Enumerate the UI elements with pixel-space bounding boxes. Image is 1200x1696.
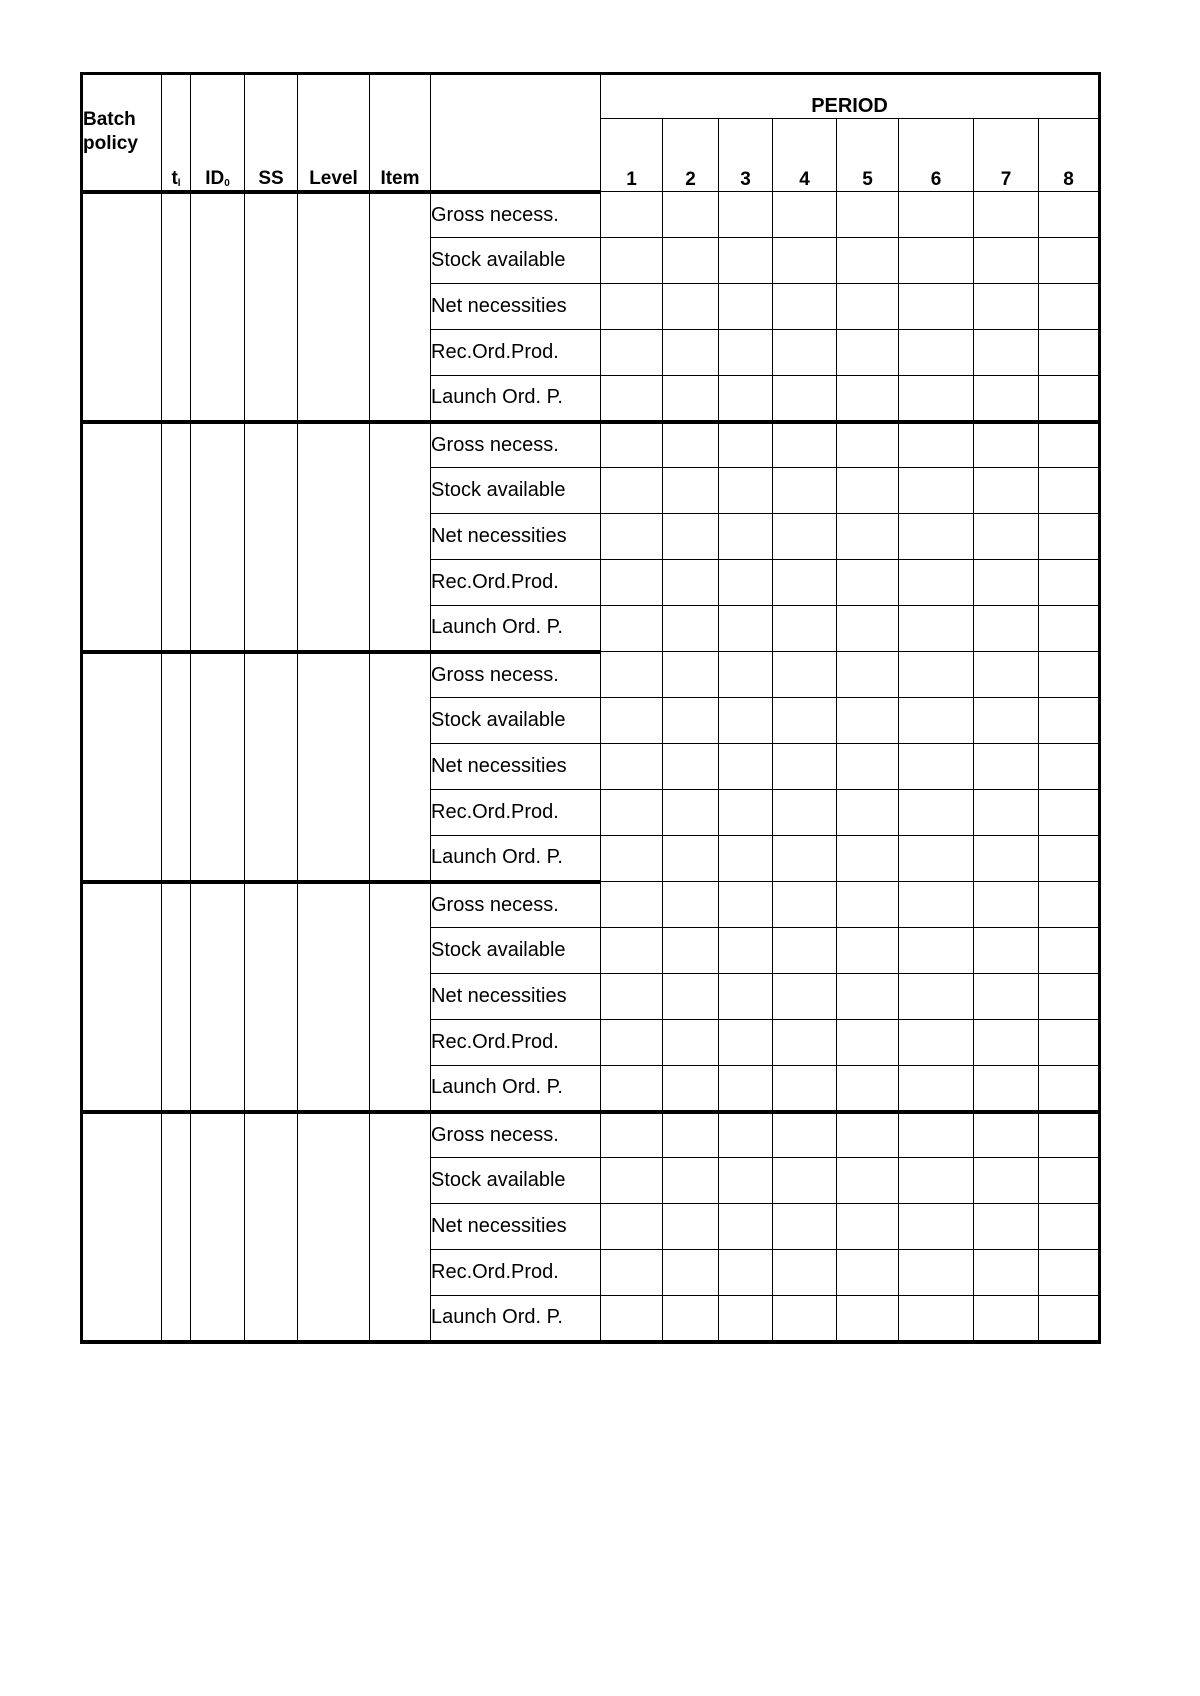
period-cell[interactable] [974,836,1039,882]
period-cell[interactable] [601,974,663,1020]
period-cell[interactable] [663,1250,719,1296]
item-header: Item [370,74,431,192]
lead-time-cell[interactable] [162,192,191,422]
period-cell[interactable] [899,192,974,238]
period-cell[interactable] [837,1066,899,1112]
period-cell[interactable] [974,284,1039,330]
period-cell[interactable] [601,514,663,560]
row-label: Stock available [431,238,601,284]
period-cell[interactable] [719,1204,773,1250]
period-cell[interactable] [719,192,773,238]
row-label: Net necessities [431,284,601,330]
row-label: Launch Ord. P. [431,836,601,882]
period-cell[interactable] [773,514,837,560]
period-cell[interactable] [974,928,1039,974]
period-cell[interactable] [837,1112,899,1158]
period-cell[interactable] [719,652,773,698]
period-cell[interactable] [1039,1204,1100,1250]
period-cell[interactable] [974,790,1039,836]
period-cell[interactable] [1039,376,1100,422]
period-cell[interactable] [601,330,663,376]
period-cell[interactable] [899,1066,974,1112]
period-cell[interactable] [837,1020,899,1066]
period-cell[interactable] [601,468,663,514]
level-cell[interactable] [298,422,370,652]
period-cell[interactable] [837,284,899,330]
period-cell[interactable] [837,1250,899,1296]
period-4: 4 [773,119,837,192]
period-cell[interactable] [974,330,1039,376]
period-cell[interactable] [719,468,773,514]
period-cell[interactable] [719,1158,773,1204]
batch-policy-header [82,74,162,192]
period-cell[interactable] [899,468,974,514]
period-cell[interactable] [1039,1296,1100,1342]
period-cell[interactable] [719,238,773,284]
period-cell[interactable] [837,1158,899,1204]
row-label: Stock available [431,1158,601,1204]
period-cell[interactable] [601,1158,663,1204]
period-cell[interactable] [719,1066,773,1112]
period-7: 7 [974,119,1039,192]
batch-line-2: policy [83,133,138,155]
period-cell[interactable] [837,330,899,376]
item-cell[interactable] [370,882,431,1112]
period-cell[interactable] [974,1066,1039,1112]
period-cell[interactable] [1039,744,1100,790]
batch-policy-cell[interactable] [82,882,162,1112]
period-cell[interactable] [663,376,719,422]
period-cell[interactable] [719,1112,773,1158]
row-label: Rec.Ord.Prod. [431,1020,601,1066]
period-cell[interactable] [601,1112,663,1158]
period-cell[interactable] [837,238,899,284]
period-cell[interactable] [663,744,719,790]
period-cell[interactable] [719,1250,773,1296]
period-cell[interactable] [974,1112,1039,1158]
period-cell[interactable] [719,836,773,882]
initial-stock-cell[interactable] [191,192,245,422]
safety-stock-cell[interactable] [245,192,298,422]
period-cell[interactable] [974,192,1039,238]
period-cell[interactable] [773,1250,837,1296]
period-cell[interactable] [837,514,899,560]
period-cell[interactable] [1039,284,1100,330]
period-cell[interactable] [837,698,899,744]
period-cell[interactable] [899,698,974,744]
period-cell[interactable] [719,928,773,974]
batch-policy-cell[interactable] [82,1112,162,1342]
period-cell[interactable] [1039,974,1100,1020]
period-cell[interactable] [773,192,837,238]
period-cell[interactable] [601,284,663,330]
row-label: Rec.Ord.Prod. [431,330,601,376]
level-cell[interactable] [298,882,370,1112]
level-cell[interactable] [298,652,370,882]
period-cell[interactable] [974,1296,1039,1342]
period-cell[interactable] [899,882,974,928]
row-label: Gross necess. [431,652,601,698]
level-cell[interactable] [298,192,370,422]
period-cell[interactable] [601,790,663,836]
period-cell[interactable] [773,652,837,698]
initial-stock-sub: 0 [224,177,230,189]
initial-stock-cell[interactable] [191,422,245,652]
period-cell[interactable] [899,376,974,422]
safety-stock-cell[interactable] [245,882,298,1112]
period-cell[interactable] [663,330,719,376]
period-cell[interactable] [837,790,899,836]
batch-policy-cell[interactable] [82,652,162,882]
period-cell[interactable] [601,238,663,284]
row-label: Rec.Ord.Prod. [431,560,601,606]
period-cell[interactable] [899,422,974,468]
period-cell[interactable] [719,422,773,468]
period-cell[interactable] [899,560,974,606]
period-cell[interactable] [837,974,899,1020]
period-cell[interactable] [773,330,837,376]
row-label: Gross necess. [431,422,601,468]
period-2: 2 [663,119,719,192]
table-row [82,882,1100,928]
period-cell[interactable] [663,974,719,1020]
level-header: Level [298,74,370,192]
period-cell[interactable] [974,1204,1039,1250]
period-cell[interactable] [899,928,974,974]
period-cell[interactable] [899,1112,974,1158]
period-cell[interactable] [773,1204,837,1250]
period-cell[interactable] [601,744,663,790]
period-cell[interactable] [663,238,719,284]
mrp-form [80,72,1101,1344]
period-cell[interactable] [1039,652,1100,698]
period-cell[interactable] [837,882,899,928]
period-cell[interactable] [773,974,837,1020]
period-cell[interactable] [601,560,663,606]
period-cell[interactable] [899,1250,974,1296]
period-cell[interactable] [773,606,837,652]
period-cell[interactable] [773,744,837,790]
lead-time-text: t [171,167,178,189]
period-cell[interactable] [899,238,974,284]
period-cell[interactable] [837,1204,899,1250]
period-cell[interactable] [974,698,1039,744]
initial-stock-cell[interactable] [191,652,245,882]
period-cell[interactable] [719,882,773,928]
period-cell[interactable] [974,514,1039,560]
period-cell[interactable] [719,1020,773,1066]
initial-stock-cell[interactable] [191,1112,245,1342]
period-cell[interactable] [899,606,974,652]
period-cell[interactable] [974,652,1039,698]
period-cell[interactable] [663,836,719,882]
row-label: Launch Ord. P. [431,1296,601,1342]
table-row [82,1112,1100,1158]
item-cell[interactable] [370,192,431,422]
period-cell[interactable] [773,882,837,928]
period-cell[interactable] [719,698,773,744]
period-cell[interactable] [601,192,663,238]
period-cell[interactable] [837,376,899,422]
period-cell[interactable] [1039,836,1100,882]
period-cell[interactable] [899,514,974,560]
period-cell[interactable] [773,560,837,606]
period-cell[interactable] [663,1066,719,1112]
batch-policy-cell[interactable] [82,422,162,652]
period-cell[interactable] [663,1296,719,1342]
lead-time-cell[interactable] [162,882,191,1112]
period-cell[interactable] [601,836,663,882]
period-cell[interactable] [974,422,1039,468]
period-cell[interactable] [773,836,837,882]
lead-time-sub: l [177,177,181,189]
period-cell[interactable] [601,606,663,652]
period-cell[interactable] [601,376,663,422]
period-cell[interactable] [1039,882,1100,928]
row-label: Launch Ord. P. [431,1066,601,1112]
period-cell[interactable] [719,974,773,1020]
lead-time-cell[interactable] [162,1112,191,1342]
period-header: PERIOD [601,74,1100,119]
period-cell[interactable] [1039,606,1100,652]
lead-time-header [162,74,191,192]
row-label: Gross necess. [431,192,601,238]
safety-stock-cell[interactable] [245,652,298,882]
period-cell[interactable] [837,652,899,698]
row-label: Launch Ord. P. [431,376,601,422]
period-cell[interactable] [974,1158,1039,1204]
period-cell[interactable] [663,1158,719,1204]
period-cell[interactable] [1039,1158,1100,1204]
period-cell[interactable] [663,284,719,330]
period-cell[interactable] [719,376,773,422]
period-cell[interactable] [719,1296,773,1342]
period-cell[interactable] [663,698,719,744]
row-label: Net necessities [431,974,601,1020]
row-label: Gross necess. [431,882,601,928]
period-cell[interactable] [601,1250,663,1296]
period-cell[interactable] [773,1066,837,1112]
period-cell[interactable] [773,1112,837,1158]
period-cell[interactable] [601,652,663,698]
period-cell[interactable] [663,652,719,698]
period-cell[interactable] [899,1296,974,1342]
period-cell[interactable] [899,1204,974,1250]
period-cell[interactable] [719,560,773,606]
period-cell[interactable] [899,284,974,330]
period-cell[interactable] [663,790,719,836]
period-cell[interactable] [663,882,719,928]
period-cell[interactable] [663,560,719,606]
period-cell[interactable] [1039,928,1100,974]
level-cell[interactable] [298,1112,370,1342]
period-cell[interactable] [1039,514,1100,560]
period-cell[interactable] [773,284,837,330]
period-cell[interactable] [601,422,663,468]
period-cell[interactable] [601,882,663,928]
period-cell[interactable] [899,652,974,698]
period-cell[interactable] [663,1112,719,1158]
period-5: 5 [837,119,899,192]
period-cell[interactable] [663,1204,719,1250]
period-cell[interactable] [899,1158,974,1204]
period-cell[interactable] [601,1204,663,1250]
period-6: 6 [899,119,974,192]
table-row [82,652,1100,698]
period-cell[interactable] [899,790,974,836]
period-cell[interactable] [719,790,773,836]
period-cell[interactable] [974,1250,1039,1296]
item-cell[interactable] [370,422,431,652]
period-cell[interactable] [1039,560,1100,606]
row-label-header [431,74,601,192]
row-label: Gross necess. [431,1112,601,1158]
mrp-body [82,192,1100,1342]
period-cell[interactable] [837,422,899,468]
period-cell[interactable] [974,882,1039,928]
period-cell[interactable] [663,192,719,238]
table-row [82,192,1100,238]
table-row [82,422,1100,468]
period-cell[interactable] [773,1020,837,1066]
period-cell[interactable] [837,560,899,606]
period-cell[interactable] [601,698,663,744]
period-cell[interactable] [719,606,773,652]
item-cell[interactable] [370,652,431,882]
initial-stock-header [191,74,245,192]
period-cell[interactable] [974,974,1039,1020]
batch-line-1: Batch [83,109,136,131]
period-cell[interactable] [719,330,773,376]
initial-stock-cell[interactable] [191,882,245,1112]
period-cell[interactable] [663,928,719,974]
period-cell[interactable] [974,376,1039,422]
period-cell[interactable] [837,468,899,514]
safety-stock-header: SS [245,74,298,192]
period-cell[interactable] [601,1296,663,1342]
initial-stock-text: ID [205,167,225,189]
row-label: Stock available [431,468,601,514]
row-label: Stock available [431,928,601,974]
period-cell[interactable] [899,974,974,1020]
safety-stock-cell[interactable] [245,1112,298,1342]
period-cell[interactable] [1039,1112,1100,1158]
period-cell[interactable] [601,1020,663,1066]
period-cell[interactable] [974,606,1039,652]
period-cell[interactable] [773,1296,837,1342]
period-cell[interactable] [837,744,899,790]
period-cell[interactable] [663,1020,719,1066]
row-label: Rec.Ord.Prod. [431,790,601,836]
period-cell[interactable] [899,1020,974,1066]
period-cell[interactable] [719,284,773,330]
row-label: Net necessities [431,744,601,790]
period-cell[interactable] [773,698,837,744]
period-cell[interactable] [1039,698,1100,744]
period-cell[interactable] [974,744,1039,790]
lead-time-cell[interactable] [162,652,191,882]
period-cell[interactable] [837,1296,899,1342]
period-cell[interactable] [663,468,719,514]
period-cell[interactable] [1039,238,1100,284]
period-cell[interactable] [1039,790,1100,836]
period-cell[interactable] [837,836,899,882]
row-label: Net necessities [431,1204,601,1250]
period-cell[interactable] [899,330,974,376]
period-cell[interactable] [601,928,663,974]
period-cell[interactable] [1039,330,1100,376]
period-cell[interactable] [773,1158,837,1204]
lead-time-cell[interactable] [162,422,191,652]
period-cell[interactable] [1039,192,1100,238]
row-label: Rec.Ord.Prod. [431,1250,601,1296]
period-cell[interactable] [974,238,1039,284]
period-cell[interactable] [773,238,837,284]
period-cell[interactable] [719,514,773,560]
period-8: 8 [1039,119,1100,192]
period-cell[interactable] [837,192,899,238]
period-cell[interactable] [974,468,1039,514]
period-cell[interactable] [601,1066,663,1112]
mrp-table [80,72,1101,1344]
period-cell[interactable] [663,606,719,652]
period-cell[interactable] [837,606,899,652]
item-cell[interactable] [370,1112,431,1342]
period-1: 1 [601,119,663,192]
period-cell[interactable] [837,928,899,974]
period-cell[interactable] [1039,468,1100,514]
period-cell[interactable] [1039,422,1100,468]
period-cell[interactable] [719,744,773,790]
period-cell[interactable] [773,376,837,422]
period-cell[interactable] [663,422,719,468]
period-cell[interactable] [773,790,837,836]
period-cell[interactable] [974,560,1039,606]
period-cell[interactable] [773,468,837,514]
row-label: Stock available [431,698,601,744]
period-cell[interactable] [899,744,974,790]
row-label: Net necessities [431,514,601,560]
period-cell[interactable] [899,836,974,882]
batch-policy-cell[interactable] [82,192,162,422]
period-cell[interactable] [974,1020,1039,1066]
period-cell[interactable] [1039,1020,1100,1066]
period-cell[interactable] [773,422,837,468]
period-cell[interactable] [1039,1250,1100,1296]
period-cell[interactable] [663,514,719,560]
period-cell[interactable] [1039,1066,1100,1112]
period-3: 3 [719,119,773,192]
row-label: Launch Ord. P. [431,606,601,652]
period-cell[interactable] [773,928,837,974]
safety-stock-cell[interactable] [245,422,298,652]
